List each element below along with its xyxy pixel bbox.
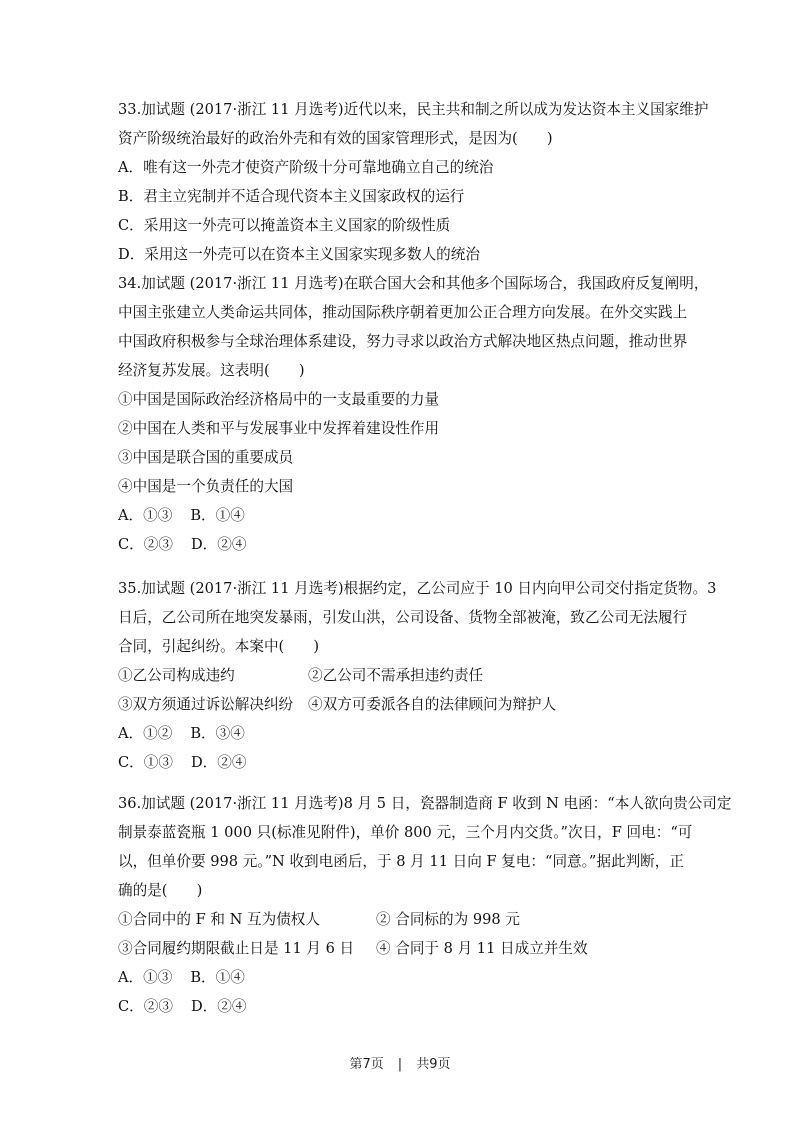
q34-statement: ③中国是联合国的重要成员 [118, 449, 294, 466]
q35-statements-row [118, 690, 688, 719]
q36-option-c: C．②③ [118, 998, 173, 1015]
q35-statement: ②乙公司不需承担违约责任 [308, 667, 484, 684]
question-36 [118, 789, 732, 1021]
q36-options-cd [118, 992, 688, 1021]
q35-stem-line: 35.加试题 (2017·浙江 11 月选考)根据约定，乙公司应于 10 日内向甲公司交付指定货物。3 [118, 580, 717, 597]
q33-option-c: C．采用这一外壳可以掩盖资本主义国家的阶级性质 [118, 217, 451, 234]
q34-option-c: C．②③ [118, 536, 173, 553]
q36-option-a: A．①③ [118, 969, 173, 986]
q36-option-b: B．①④ [190, 969, 245, 986]
q35-option-b: B．③④ [190, 725, 245, 742]
page-footer [0, 1053, 800, 1072]
q33-option-a: A．唯有这一外壳才使资产阶级十分可靠地确立自己的统治 [118, 159, 494, 176]
q36-statement: ④ 合同于 8 月 11 日成立并生效 [376, 940, 588, 957]
page-total: 共9页 [416, 1057, 451, 1072]
q36-options-ab [118, 963, 688, 992]
page-number: 第7页 [349, 1057, 384, 1072]
q36-statements-row [118, 905, 688, 934]
q33-stem-line: 资产阶级统治最好的政治外壳和有效的国家管理形式，是因为( ) [118, 130, 553, 147]
q35-option-d: D．②④ [190, 754, 247, 771]
q33-stem-line: 33.加试题 (2017·浙江 11 月选考)近代以来，民主共和制之所以成为发达资本主义国家维护 [118, 101, 709, 118]
q35-option-a: A．①② [118, 725, 173, 742]
q34-option-b: B．①④ [190, 507, 245, 524]
q35-statement: ③双方须通过诉讼解决纠纷 [118, 696, 294, 713]
q36-stem-line: 以，但单价要 998 元。”N 收到电函后，于 8 月 11 日向 F 复电：“同意。”据此判断，正 [118, 853, 684, 870]
question-34 [118, 269, 709, 559]
q34-stem-line: 中国政府积极参与全球治理体系建设，努力寻求以政治方式解决地区热点问题，推动世界 [118, 333, 688, 350]
question-35 [118, 574, 717, 777]
q36-stem-line: 制景泰蓝瓷瓶 1 000 只(标准见附件)，单价 800 元，三个月内交货。”次日，F 回电：“可 [118, 824, 693, 841]
q34-statement: ①中国是国际政治经济格局中的一支最重要的力量 [118, 391, 440, 408]
q34-stem-line: 经济复苏发展。这表明( ) [118, 362, 305, 379]
footer-separator: | [397, 1057, 403, 1072]
q34-stem-line: 34.加试题 (2017·浙江 11 月选考)在联合国大会和其他多个国际场合，我国政府反复阐明， [118, 275, 709, 292]
q35-statement: ①乙公司构成违约 [118, 667, 235, 684]
q35-statement: ④双方可委派各自的法律顾问为辩护人 [308, 696, 557, 713]
q33-option-d: D．采用这一外壳可以在资本主义国家实现多数人的统治 [118, 246, 480, 263]
q36-statement: ①合同中的 F 和 N 互为债权人 [118, 911, 320, 928]
q35-option-c: C．①③ [118, 754, 173, 771]
q35-options-cd [118, 748, 688, 777]
q36-statement: ② 合同标的为 998 元 [376, 911, 520, 928]
q34-options-cd [118, 530, 688, 559]
q34-statement: ②中国在人类和平与发展事业中发挥着建设性作用 [118, 420, 440, 437]
q36-statements-row [118, 934, 688, 963]
q35-statements-row [118, 661, 688, 690]
q35-stem-line: 日后，乙公司所在地突发暴雨，引发山洪，公司设备、货物全部被淹，致乙公司无法履行 [118, 609, 688, 626]
q35-options-ab [118, 719, 688, 748]
q34-statement: ④中国是一个负责任的大国 [118, 478, 294, 495]
q35-stem-line: 合同，引起纠纷。本案中( ) [118, 638, 320, 655]
question-33 [118, 95, 709, 269]
q36-stem-line: 确的是( ) [118, 882, 203, 899]
q34-option-a: A．①③ [118, 507, 173, 524]
q36-statement: ③合同履约期限截止日是 11 月 6 日 [118, 940, 355, 957]
q36-option-d: D．②④ [190, 998, 247, 1015]
q34-option-d: D．②④ [190, 536, 247, 553]
q36-stem-line: 36.加试题 (2017·浙江 11 月选考)8 月 5 日，瓷器制造商 F 收到 N 电函：“本人欲向贵公司定 [118, 795, 732, 812]
q34-options-ab [118, 501, 688, 530]
q33-option-b: B．君主立宪制并不适合现代资本主义国家政权的运行 [118, 188, 465, 205]
q34-stem-line: 中国主张建立人类命运共同体，推动国际秩序朝着更加公正合理方向发展。在外交实践上 [118, 304, 688, 321]
